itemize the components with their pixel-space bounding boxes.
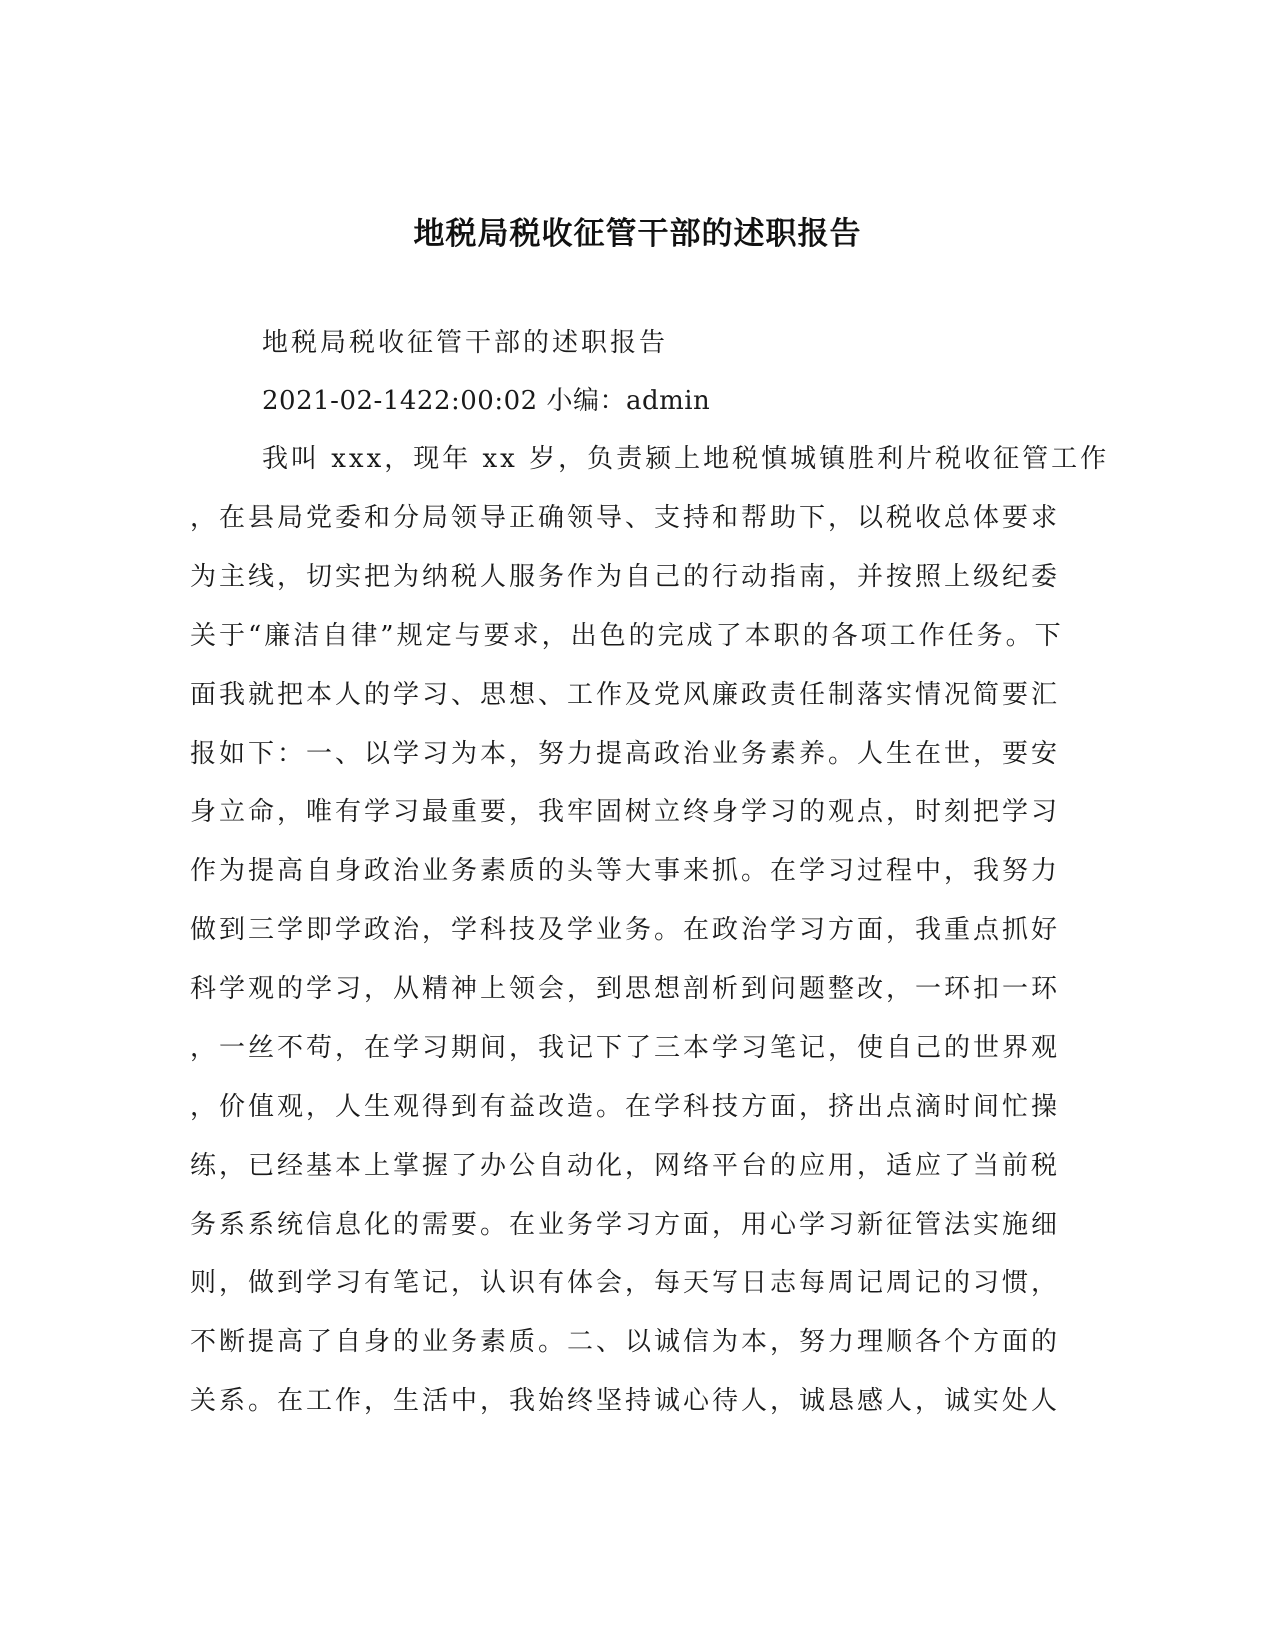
body-line: 面我就把本人的学习、思想、工作及党风廉政责任制落实情况简要汇	[190, 680, 1061, 710]
body-line: 务系系统信息化的需要。在业务学习方面，用心学习新征管法实施细	[190, 1210, 1061, 1240]
body-line: 做到三学即学政治，学科技及学业务。在政治学习方面，我重点抓好	[190, 915, 1061, 945]
body-line: 不断提高了自身的业务素质。二、以诚信为本，努力理顺各个方面的	[190, 1327, 1061, 1357]
body-line: 关于“廉洁自律”规定与要求，出色的完成了本职的各项工作任务。下	[190, 621, 1064, 651]
publish-meta: 2021-02-1422:00:02 小编：admin	[262, 386, 711, 416]
body-line: ，价值观，人生观得到有益改造。在学科技方面，挤出点滴时间忙操	[190, 1092, 1061, 1122]
body-line: 作为提高自身政治业务素质的头等大事来抓。在学习过程中，我努力	[190, 856, 1061, 886]
body-line: 身立命，唯有学习最重要，我牢固树立终身学习的观点，时刻把学习	[190, 797, 1061, 827]
body-line: 我叫 xxx，现年 xx 岁，负责颍上地税慎城镇胜利片税收征管工作	[262, 444, 1110, 474]
body-line: 报如下：一、以学习为本，努力提高政治业务素养。人生在世，要安	[190, 739, 1061, 769]
body-line: 则，做到学习有笔记，认识有体会，每天写日志每周记周记的习惯，	[190, 1268, 1061, 1298]
body-line: 科学观的学习，从精神上领会，到思想剖析到问题整改，一环扣一环	[190, 974, 1061, 1004]
body-line: 练，已经基本上掌握了办公自动化，网络平台的应用，适应了当前税	[190, 1151, 1061, 1181]
body-line: 为主线，切实把为纳税人服务作为自己的行动指南，并按照上级纪委	[190, 562, 1061, 592]
body-line: ，在县局党委和分局领导正确领导、支持和帮助下，以税收总体要求	[190, 503, 1061, 533]
document-title: 地税局税收征管干部的述职报告	[413, 216, 862, 252]
body-line: ，一丝不苟，在学习期间，我记下了三本学习笔记，使自己的世界观	[190, 1033, 1061, 1063]
document-subtitle: 地税局税收征管干部的述职报告	[262, 328, 669, 358]
body-line: 关系。在工作，生活中，我始终坚持诚心待人，诚恳感人，诚实处人	[190, 1386, 1061, 1416]
